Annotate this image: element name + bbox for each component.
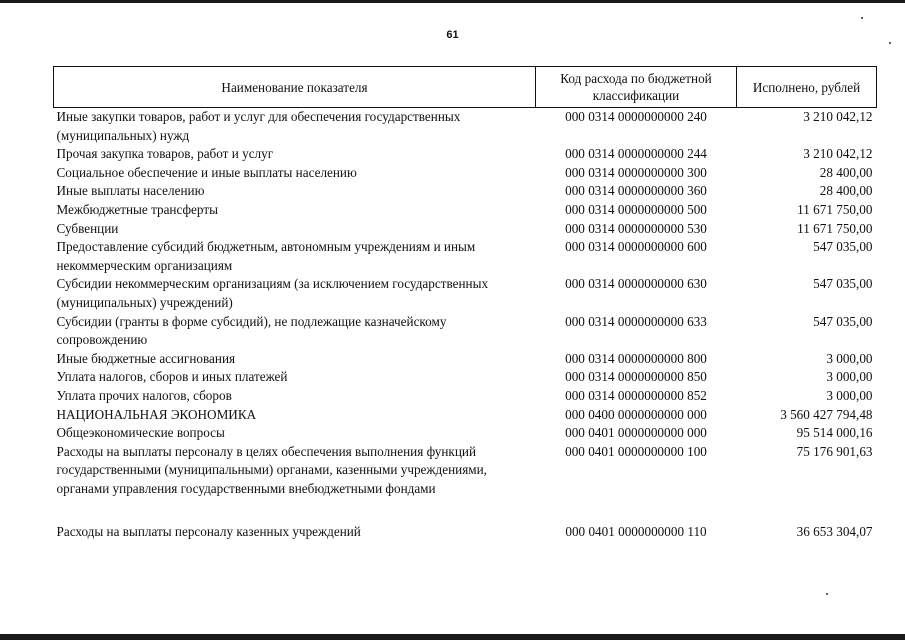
table-row [54,164,877,183]
row-code: 000 0314 0000000000 360 [565,183,707,199]
scan-top-edge [0,0,905,3]
table-row [54,145,877,164]
row-name: Иные закупки товаров, работ и услуг для обеспечения государственных (муниципальных) нужд [56,109,461,143]
table-row [54,220,877,239]
row-name: Субсидии некоммерческим организациям (за исключением государственных (муниципальных) учреждений) [56,276,489,310]
table-header-row [54,67,877,108]
scan-speck [861,17,863,19]
row-name: НАЦИОНАЛЬНАЯ ЭКОНОМИКА [56,406,257,422]
row-code: 000 0314 0000000000 600 [565,239,707,255]
row-name: Субвенции [56,220,119,236]
row-amount: 3 000,00 [826,350,873,366]
row-name: Иные выплаты населению [56,183,205,199]
row-code: 000 0314 0000000000 244 [565,146,707,162]
row-name: Иные бюджетные ассигнования [56,350,236,366]
page-number: 61 [446,29,459,41]
table-row [54,313,877,350]
row-amount: 11 671 750,00 [797,220,873,236]
row-amount: 547 035,00 [813,313,873,329]
scan-speck [889,42,891,44]
row-amount: 3 210 042,12 [803,146,873,162]
row-amount: 75 176 901,63 [796,443,873,459]
row-code: 000 0314 0000000000 852 [565,387,707,403]
row-amount: 36 653 304,07 [796,523,873,539]
row-name: Социальное обеспечение и иные выплаты населению [56,164,357,180]
table-row [54,424,877,443]
row-code: 000 0314 0000000000 850 [565,369,707,385]
row-amount: 3 000,00 [826,387,873,403]
row-name: Расходы на выплаты персоналу в целях обеспечения выполнения функций государственными (муниципальными) органами, казенными учреждениями, органами управления государственными внебюджетными фондами [56,443,487,496]
row-code: 000 0400 0000000000 000 [565,406,707,422]
scan-bottom-edge [0,634,905,640]
row-amount: 28 400,00 [819,183,873,199]
scan-speck [826,593,828,595]
row-name: Общеэкономические вопросы [56,425,225,441]
table-row [54,201,877,220]
row-code: 000 0314 0000000000 633 [565,313,707,329]
row-amount: 95 514 000,16 [796,425,873,441]
row-code: 000 0314 0000000000 500 [565,201,707,217]
row-code: 000 0314 0000000000 530 [565,220,707,236]
row-name: Уплата прочих налогов, сборов [56,387,232,403]
row-code: 000 0401 0000000000 100 [565,443,707,459]
table-row [54,108,877,146]
row-name: Предоставление субсидий бюджетным, автономным учреждениям и иным некоммерческим организациям [56,239,476,273]
row-amount: 547 035,00 [813,276,873,292]
header-name: Наименование показателя [54,67,536,108]
table-row [54,443,877,523]
table-row [54,368,877,387]
row-code: 000 0401 0000000000 000 [565,425,707,441]
row-name: Межбюджетные трансферты [56,201,218,217]
row-amount: 11 671 750,00 [797,201,873,217]
table-row [54,523,877,542]
table-row [54,182,877,201]
budget-table [53,66,877,541]
table-row [54,387,877,406]
row-name: Расходы на выплаты персоналу казенных учреждений [56,523,361,539]
row-code: 000 0314 0000000000 300 [565,164,707,180]
row-amount: 3 210 042,12 [803,109,873,124]
row-name: Прочая закупка товаров, работ и услуг [56,146,274,162]
row-code: 000 0314 0000000000 240 [565,109,707,124]
row-amount: 3 000,00 [826,369,873,385]
header-amount: Исполнено, рублей [737,67,877,108]
table-row [54,275,877,312]
row-code: 000 0314 0000000000 800 [565,350,707,366]
table-row [54,238,877,275]
table-row [54,350,877,369]
row-amount: 3 560 427 794,48 [780,406,873,422]
row-name: Субсидии (гранты в форме субсидий), не подлежащие казначейскому сопровождению [56,313,447,348]
row-code: 000 0314 0000000000 630 [565,276,707,292]
row-code: 000 0401 0000000000 110 [565,523,707,539]
row-name: Уплата налогов, сборов и иных платежей [56,369,288,385]
header-code: Код расхода по бюджетной классификации [536,67,737,108]
table-row [54,406,877,425]
row-amount: 547 035,00 [813,239,873,255]
row-amount: 28 400,00 [819,164,873,180]
